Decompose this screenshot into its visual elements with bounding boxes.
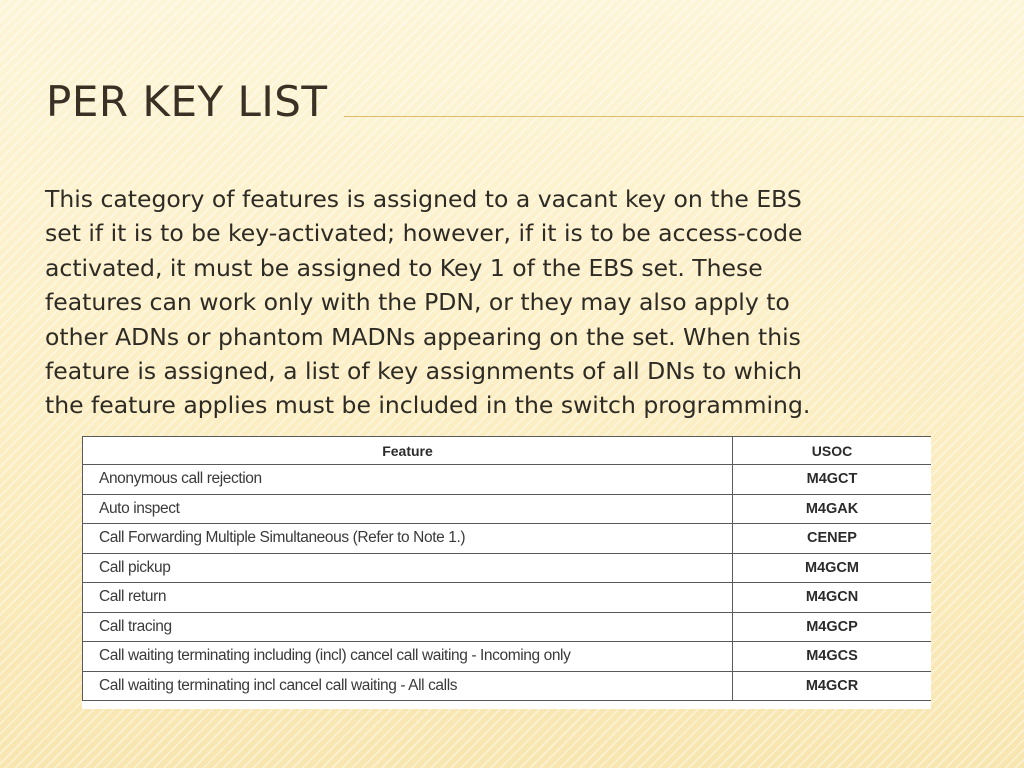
table-row (83, 553, 932, 583)
table-row (83, 465, 932, 495)
column-header-usoc: USOC (733, 437, 932, 465)
slide-title: PER KEY LIST (46, 77, 328, 126)
title-divider-line (344, 116, 1024, 117)
slide-body-text: This category of features is assigned to a vacant key on the EBS set if it is to be key-activated; however, if it is to be access-code activated, it must be assigned to Key 1 of the EBS set. These features can work only with the PDN, or they may also apply to other ADNs or phantom MADNs appearing on the set. When this feature is assigned, a list of key assignments of all DNs to which the feature applies must be included in the switch programming. (45, 185, 811, 420)
table-row (83, 671, 932, 701)
usoc-cell: M4GAK (733, 494, 932, 524)
feature-cell: Call tracing (83, 612, 733, 642)
table-header-row (83, 437, 932, 465)
feature-usoc-table (82, 436, 931, 701)
feature-cell: Call Forwarding Multiple Simultaneous (Refer to Note 1.) (83, 524, 733, 554)
table-row (83, 583, 932, 613)
usoc-cell: M4GCT (733, 465, 932, 495)
usoc-cell: M4GCN (733, 583, 932, 613)
table-row (83, 612, 932, 642)
usoc-cell: M4GCP (733, 612, 932, 642)
feature-cell: Call return (83, 583, 733, 613)
feature-cell: Call waiting terminating including (incl) cancel call waiting - Incoming only (83, 642, 733, 672)
table-row (83, 524, 932, 554)
usoc-cell: CENEP (733, 524, 932, 554)
feature-cell: Auto inspect (83, 494, 733, 524)
feature-cell: Call waiting terminating incl cancel call waiting - All calls (83, 671, 733, 701)
usoc-cell: M4GCM (733, 553, 932, 583)
feature-usoc-table-image (82, 436, 931, 709)
column-header-feature: Feature (83, 437, 733, 465)
feature-cell: Anonymous call rejection (83, 465, 733, 495)
table-row (83, 494, 932, 524)
table-row (83, 642, 932, 672)
feature-cell: Call pickup (83, 553, 733, 583)
usoc-cell: M4GCS (733, 642, 932, 672)
usoc-cell: M4GCR (733, 671, 932, 701)
